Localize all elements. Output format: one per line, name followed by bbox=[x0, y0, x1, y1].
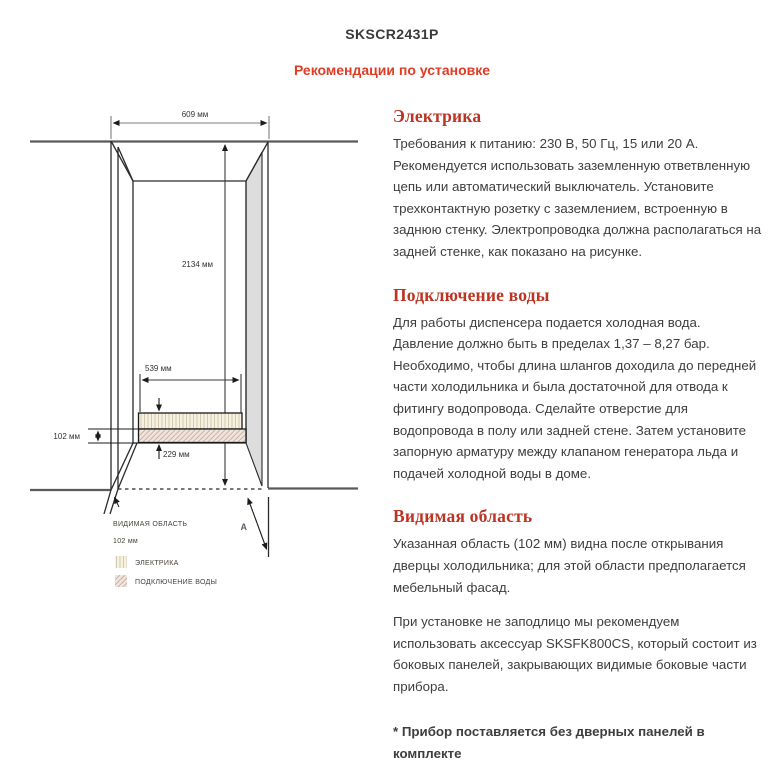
water-zone bbox=[139, 429, 247, 443]
visible-area-label: ВИДИМАЯ ОБЛАСТЬ bbox=[113, 521, 188, 528]
visible-area-arrow bbox=[115, 498, 120, 508]
legend-electric-label: ЭЛЕКТРИКА bbox=[135, 560, 179, 567]
dim-102-label: 102 мм bbox=[53, 432, 80, 441]
installation-niche-diagram bbox=[0, 0, 392, 658]
detail-a-callout bbox=[248, 499, 267, 550]
detail-a-label: A bbox=[240, 522, 247, 532]
section-heading-electrical: Электрика bbox=[393, 106, 482, 126]
section-body-water: Для работы диспенсера подается холодная вода. Давление должно быть в пределах 1,37 – 8,27 бар. Необходимо, чтобы длина шлангов доходила до передней части холодильника и была достаточной для отвода к фитингу водопровода. Сделайте отверстие для водопровода в полу или задней стене. Затем установите запорную арматуру между клапаном генератора льда и подачей холодной воды в доме. bbox=[393, 314, 757, 481]
instructions-column bbox=[393, 106, 763, 778]
section-heading-visible-area: Видимая область bbox=[393, 506, 533, 527]
section-heading-water: Подключение воды bbox=[393, 284, 550, 305]
section-body-visible-area: Указанная область (102 мм) видна после открывания дверцы холодильника; для этой области предполагается мебельный фасад. bbox=[393, 536, 746, 595]
dim-609 bbox=[111, 116, 269, 139]
model-number-title: SKSCR2431P bbox=[345, 26, 439, 42]
legend-water-label: ПОДКЛЮЧЕНИЕ ВОДЫ bbox=[135, 579, 218, 586]
page-subtitle: Рекомендации по установке bbox=[293, 62, 491, 78]
dim-102 bbox=[88, 429, 138, 443]
dim-229-label: 229 мм bbox=[163, 450, 190, 459]
visible-side-panel bbox=[246, 152, 262, 486]
section-body-visible-area-2: При установке не заподлицо мы рекомендуем использовать аксессуар SKSFK800CS, который состоит из боковых панелей, закрывающих видимые боковые части прибора. bbox=[393, 614, 757, 694]
dim-539-label: 539 мм bbox=[145, 364, 172, 373]
visible-area-value: 102 мм bbox=[113, 538, 139, 545]
dim-609-label: 609 мм bbox=[181, 110, 209, 119]
section-body-electrical: Требования к питанию: 230 В, 50 Гц, 15 или 20 А. Рекомендуется использовать заземленную ответвленную цепь или автоматический выключатель. Установите трехконтактную розетку с заземлением, встроенную в заднюю стенку. Электропроводка должна располагаться на задней стенке, как показано на рисунке. bbox=[393, 136, 762, 259]
dim-2134-label: 2134 мм bbox=[181, 260, 213, 269]
electric-zone bbox=[139, 413, 243, 429]
legend-electric-swatch bbox=[115, 556, 127, 568]
legend-water-swatch bbox=[115, 575, 127, 587]
niche-outline bbox=[104, 141, 269, 557]
footnote: * Прибор поставляется без дверных панелей в комплекте bbox=[393, 724, 705, 762]
